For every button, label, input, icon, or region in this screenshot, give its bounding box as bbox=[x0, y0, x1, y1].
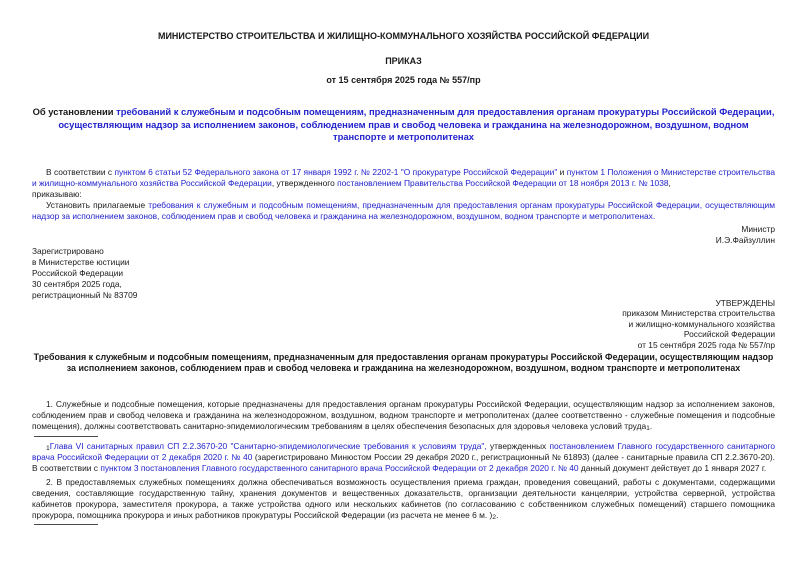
plain-text: , утвержденного bbox=[271, 177, 338, 188]
registration-line: в Министерстве юстиции bbox=[32, 256, 130, 267]
approved-line: УТВЕРЖДЕНЫ bbox=[715, 297, 775, 308]
doc-link[interactable]: постановлением Главного государственного санитарного врача Российской Федерации от 2 декабря 2020 г. № 40 bbox=[32, 441, 776, 463]
registration-line: 30 сентября 2025 года, bbox=[32, 278, 122, 289]
doc-link[interactable]: требования к служебным и подсобным помещениям, предназначенным для предоставления органам прокуратуры Российской Федерации, осуществляющим надзор за исполнением законов, соблюдением прав и свобод человека и гражданина на железнодорожном, воздушном, водном транспорте и метрополитенах. bbox=[32, 199, 775, 221]
plain-text: , bbox=[668, 177, 671, 188]
registration-line: регистрационный № 83709 bbox=[32, 289, 138, 300]
signature-block bbox=[32, 224, 775, 246]
footnote-marker-2: 2 bbox=[492, 514, 497, 522]
plain-text: В соответствии с bbox=[46, 166, 115, 177]
requirements-heading: Требования к служебным и подсобным помещениям, предназначенным для предоставления органам прокуратуры Российской Федерации, осуществляющим надзор за исполнением законов, соблюдением прав и свобод человека и гражданина на железнодорожном, воздушном, водном транспорте и метрополитенах bbox=[33, 352, 774, 374]
doc-link[interactable]: пунктом 6 статьи 52 Федерального закона от 17 января 1992 г. № 2202-1 "О прокуратуре Российской Федерации" bbox=[114, 166, 558, 177]
plain-text: и bbox=[557, 166, 567, 177]
plain-text: 2. В предоставляемых служебных помещениях должна обеспечиваться возможность осуществления приема граждан, проведения совещаний, работы с документами, содержащими сведения, составляющие государственную тайну, хранения документов и вещественных доказательств, организации деятельности канцелярии, устройства серверной, устройства кабинетов прокурора, заместителя прокурора, а также устройства одного или нескольких кабинетов (по согласованию с собственником служебных помещений) старшего помощника прокурора, помощника прокурора и иных работников прокуратуры Российской Федерации (из расчета не менее 6 м. ) bbox=[32, 477, 775, 521]
doc-link[interactable]: Глава VI санитарных правил СП 2.2.3670-20 "Санитарно-эпидемиологические требования к условиям труда", bbox=[49, 441, 487, 452]
doc-date-line: от 15 сентября 2025 года № 557/пр bbox=[326, 75, 481, 85]
plain-text: Установить прилагаемые bbox=[46, 199, 149, 210]
paragraph-1 bbox=[32, 399, 775, 432]
footnote-marker-1-ref: 1 bbox=[46, 445, 50, 453]
plain-text: 1. Служебные и подсобные помещения, которые предназначены для предоставления органам прокуратуры Российской Федерации, осуществляющим надзор за исполнением законов, соблюдением прав и свобод человека и гражданина на железнодорожном, воздушном, водном транспорте и метрополитенах (далее соответственно - служебные помещения и подсобные помещения), должны соответствовать санитарно-эпидемиологическим требованиям в целях обеспечения безопасных для здоровья человека условий труда bbox=[32, 399, 775, 432]
approved-line: приказом Министерства строительства bbox=[622, 308, 775, 319]
approved-line: от 15 сентября 2025 года № 557/пр bbox=[637, 339, 775, 350]
plain-text: (зарегистрировано Минюстом России 29 декабря 2020 г., регистрационный № 61893) (далее - санитарные правила СП 2.2.3670-20). В соответствии с bbox=[32, 452, 775, 474]
registration-line: Российской Федерации bbox=[32, 267, 124, 278]
signature-name: И.Э.Файзуллин bbox=[715, 234, 775, 245]
footnote-separator bbox=[34, 436, 98, 437]
preamble-paragraph bbox=[32, 167, 775, 189]
footnote-1 bbox=[32, 441, 775, 474]
doc-link[interactable]: пунктом 3 постановления Главного государственного санитарного врача Российской Федерации от 2 декабря 2020 г. № 40 bbox=[100, 463, 579, 474]
plain-text: утвержденных bbox=[486, 441, 550, 452]
document-title bbox=[32, 106, 775, 144]
registration-line: Зарегистрировано bbox=[32, 245, 104, 256]
footnote-separator-2 bbox=[34, 524, 98, 525]
approved-block bbox=[32, 298, 775, 351]
paragraph-2 bbox=[32, 477, 775, 521]
doc-type-label: ПРИКАЗ bbox=[385, 56, 422, 66]
plain-text: данный документ действует до 1 января 2027 г. bbox=[578, 463, 767, 474]
plain-text: . bbox=[496, 510, 499, 521]
order-paragraph bbox=[32, 200, 775, 222]
plain-text: . bbox=[649, 421, 653, 432]
approved-line: и жилищно-коммунального хозяйства bbox=[628, 318, 775, 329]
ministry-header: МИНИСТЕРСТВО СТРОИТЕЛЬСТВА И ЖИЛИЩНО-КОММУНАЛЬНОГО ХОЗЯЙСТВА РОССИЙСКОЙ ФЕДЕРАЦИИ bbox=[157, 31, 650, 41]
registration-block bbox=[32, 246, 775, 301]
doc-link[interactable]: постановлением Правительства Российской Федерации от 18 ноября 2013 г. № 1038 bbox=[337, 177, 669, 188]
approved-line: Российской Федерации bbox=[683, 329, 775, 340]
doc-link[interactable]: пунктом 1 Положения о Министерстве строительства и жилищно-коммунального хозяйства Российской Федерации bbox=[32, 166, 775, 188]
command-line: приказываю: bbox=[32, 188, 82, 199]
signature-role: Министр bbox=[741, 223, 775, 234]
title-link[interactable]: требований к служебным и подсобным помещениям, предназначенным для предоставления органам прокуратуры Российской Федерации, осуществляющим надзор за исполнением законов, соблюдением прав и свобод человека и гражданина на железнодорожном, воздушном, водном транспорте и метрополитенах bbox=[58, 106, 775, 142]
title-prefix: Об установлении bbox=[32, 106, 117, 117]
footnote-marker-1: 1 bbox=[646, 425, 650, 433]
